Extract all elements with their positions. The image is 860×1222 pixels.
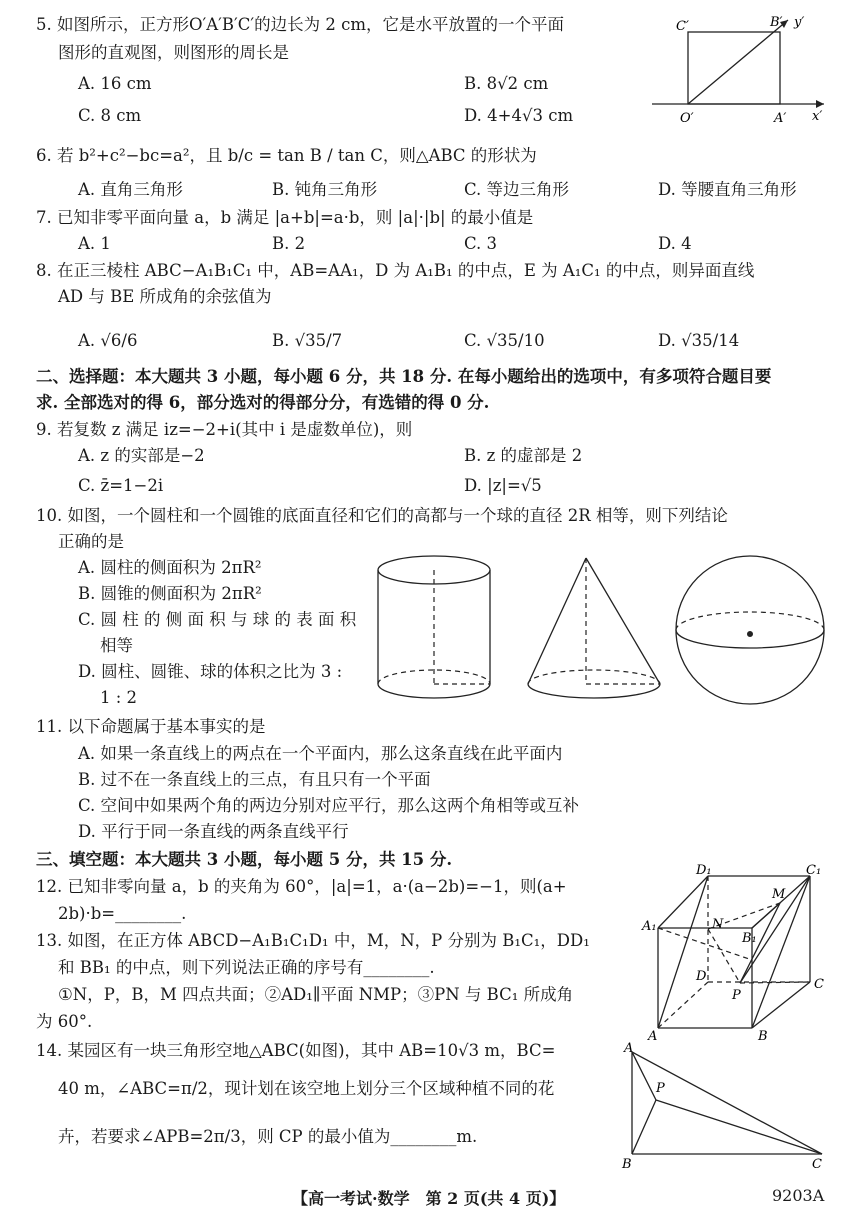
q5-option-c: C. 8 cm <box>78 106 142 125</box>
q5-label-c: C′ <box>676 19 689 34</box>
q8-option-a: A. √6/6 <box>78 331 138 350</box>
q5-label-y: y′ <box>794 15 805 30</box>
q14-label-p: P <box>656 1081 665 1096</box>
q8-stem-line2: AD 与 BE 所成角的余弦值为 <box>58 287 272 306</box>
q14-label-a: A <box>624 1041 634 1056</box>
q5-option-d: D. 4+4√3 cm <box>464 106 574 125</box>
q13-label-d: D <box>696 969 707 984</box>
q14-label-b: B <box>622 1157 632 1172</box>
q5-option-a: A. 16 cm <box>78 74 152 93</box>
q14-stem-line3: 卉，若要求∠APB=2π/3，则 CP 的最小值为________m. <box>58 1127 478 1146</box>
q10-stem-line1: 10. 如图，一个圆柱和一个圆锥的底面直径和它们的高都与一个球的直径 2R 相等，则下列结论 <box>36 506 728 525</box>
q6-option-d: D. 等腰直角三角形 <box>658 180 797 199</box>
q7-option-d: D. 4 <box>658 234 692 253</box>
q13-label-c: C <box>814 977 824 992</box>
section2-heading-line1: 二、选择题：本大题共 3 小题，每小题 6 分，共 18 分. 在每小题给出的选项中，有多项符合题目要 <box>36 367 772 386</box>
q5-option-b: B. 8√2 cm <box>464 74 549 93</box>
q10-option-a: A. 圆柱的侧面积为 2πR² <box>78 558 262 577</box>
q10-option-b: B. 圆锥的侧面积为 2πR² <box>78 584 262 603</box>
q8-option-d: D. √35/14 <box>658 331 740 350</box>
q11-stem: 11. 以下命题属于基本事实的是 <box>36 717 266 736</box>
page-code: 9203A <box>772 1186 825 1205</box>
q6-option-b: B. 钝角三角形 <box>272 180 378 199</box>
q5-stem-line1: 5. 如图所示，正方形O′A′B′C′的边长为 2 cm，它是水平放置的一个平面 <box>36 15 565 34</box>
q14-stem-line1: 14. 某园区有一块三角形空地△ABC(如图)，其中 AB=10√3 m，BC= <box>36 1041 556 1060</box>
q5-square-figure <box>648 8 828 126</box>
q8-stem-line1: 8. 在正三棱柱 ABC−A₁B₁C₁ 中，AB=AA₁，D 为 A₁B₁ 的中点，E 为 A₁C₁ 的中点，则异面直线 <box>36 261 755 280</box>
q13-label-p: P <box>732 988 741 1003</box>
q6-option-a: A. 直角三角形 <box>78 180 183 199</box>
q11-option-c: C. 空间中如果两个角的两边分别对应平行，那么这两个角相等或互补 <box>78 796 580 815</box>
q10-option-c-cont: 相等 <box>100 636 133 655</box>
q11-option-b: B. 过不在一条直线上的三点，有且只有一个平面 <box>78 770 431 789</box>
section3-heading: 三、填空题：本大题共 3 小题，每小题 5 分，共 15 分. <box>36 850 453 869</box>
q13-stem-line4: 为 60°. <box>36 1012 93 1031</box>
q13-label-b1: B₁ <box>742 931 757 946</box>
q14-stem-line2: 40 m，∠ABC=π/2，现计划在该空地上划分三个区域种植不同的花 <box>58 1079 555 1098</box>
section2-heading-line2: 求. 全部选对的得 6，部分选对的得部分分，有选错的得 0 分. <box>36 393 490 412</box>
q7-stem: 7. 已知非零平面向量 a，b 满足 |a+b|=a·b，则 |a|·|b| 的最小值是 <box>36 208 534 227</box>
q11-option-a: A. 如果一条直线上的两点在一个平面内，那么这条直线在此平面内 <box>78 744 563 763</box>
q13-cube-figure <box>640 858 840 1042</box>
q13-label-m: M <box>772 887 786 902</box>
q5-label-a: A′ <box>774 111 787 126</box>
q12-stem-line2: 2b)·b=________. <box>58 904 187 923</box>
q7-option-b: B. 2 <box>272 234 306 253</box>
q7-option-c: C. 3 <box>464 234 498 253</box>
q10-option-d-cont: 1 : 2 <box>100 688 138 707</box>
cone-shape <box>528 558 660 698</box>
q9-option-c: C. z̄=1−2i <box>78 476 164 495</box>
sphere-shape <box>676 556 824 704</box>
q9-stem: 9. 若复数 z 满足 iz=−2+i(其中 i 是虚数单位)，则 <box>36 420 413 439</box>
q13-label-b: B <box>758 1029 768 1042</box>
q13-label-a: A <box>648 1029 658 1042</box>
q10-option-c: C. 圆 柱 的 侧 面 积 与 球 的 表 面 积 <box>78 610 357 629</box>
q9-option-a: A. z 的实部是−2 <box>78 446 205 465</box>
q11-option-d: D. 平行于同一条直线的两条直线平行 <box>78 822 349 841</box>
q13-label-c1: C₁ <box>806 863 822 878</box>
q10-solids-figure <box>372 548 828 708</box>
q5-label-b: B′ <box>770 15 783 30</box>
q13-label-d1: D₁ <box>696 863 712 878</box>
q12-stem-line1: 12. 已知非零向量 a，b 的夹角为 60°，|a|=1，a·(a−2b)=−1，则(a+ <box>36 877 567 896</box>
q10-stem-line2: 正确的是 <box>58 532 124 551</box>
q14-triangle-figure <box>616 1040 832 1174</box>
q5-stem-line2: 图形的直观图，则图形的周长是 <box>58 43 289 62</box>
q10-option-d: D. 圆柱、圆锥、球的体积之比为 3 : <box>78 662 343 681</box>
q13-stem-line2: 和 BB₁ 的中点，则下列说法正确的序号有________. <box>58 958 435 977</box>
q13-stem-line3: ①N，P，B，M 四点共面；②AD₁∥平面 NMP；③PN 与 BC₁ 所成角 <box>58 985 574 1004</box>
q7-option-a: A. 1 <box>78 234 111 253</box>
q8-option-b: B. √35/7 <box>272 331 343 350</box>
q6-stem: 6. 若 b²+c²−bc=a²，且 b/c = tan B / tan C，则△ABC 的形状为 <box>36 146 537 165</box>
q9-option-b: B. z 的虚部是 2 <box>464 446 583 465</box>
page-footer: 【高一考试·数学 第 2 页(共 4 页)】 <box>292 1189 566 1208</box>
q8-option-c: C. √35/10 <box>464 331 545 350</box>
q13-stem-line1: 13. 如图，在正方体 ABCD−A₁B₁C₁D₁ 中，M，N，P 分别为 B₁C₁，DD₁ <box>36 931 590 950</box>
q13-label-n: N <box>712 917 724 932</box>
cylinder-shape <box>378 556 490 698</box>
q5-label-x: x′ <box>812 109 823 124</box>
q13-label-a1: A₁ <box>642 919 657 934</box>
q6-option-c: C. 等边三角形 <box>464 180 570 199</box>
q9-option-d: D. |z|=√5 <box>464 476 542 495</box>
q5-label-o: O′ <box>680 111 694 126</box>
q14-label-c: C <box>812 1157 822 1172</box>
